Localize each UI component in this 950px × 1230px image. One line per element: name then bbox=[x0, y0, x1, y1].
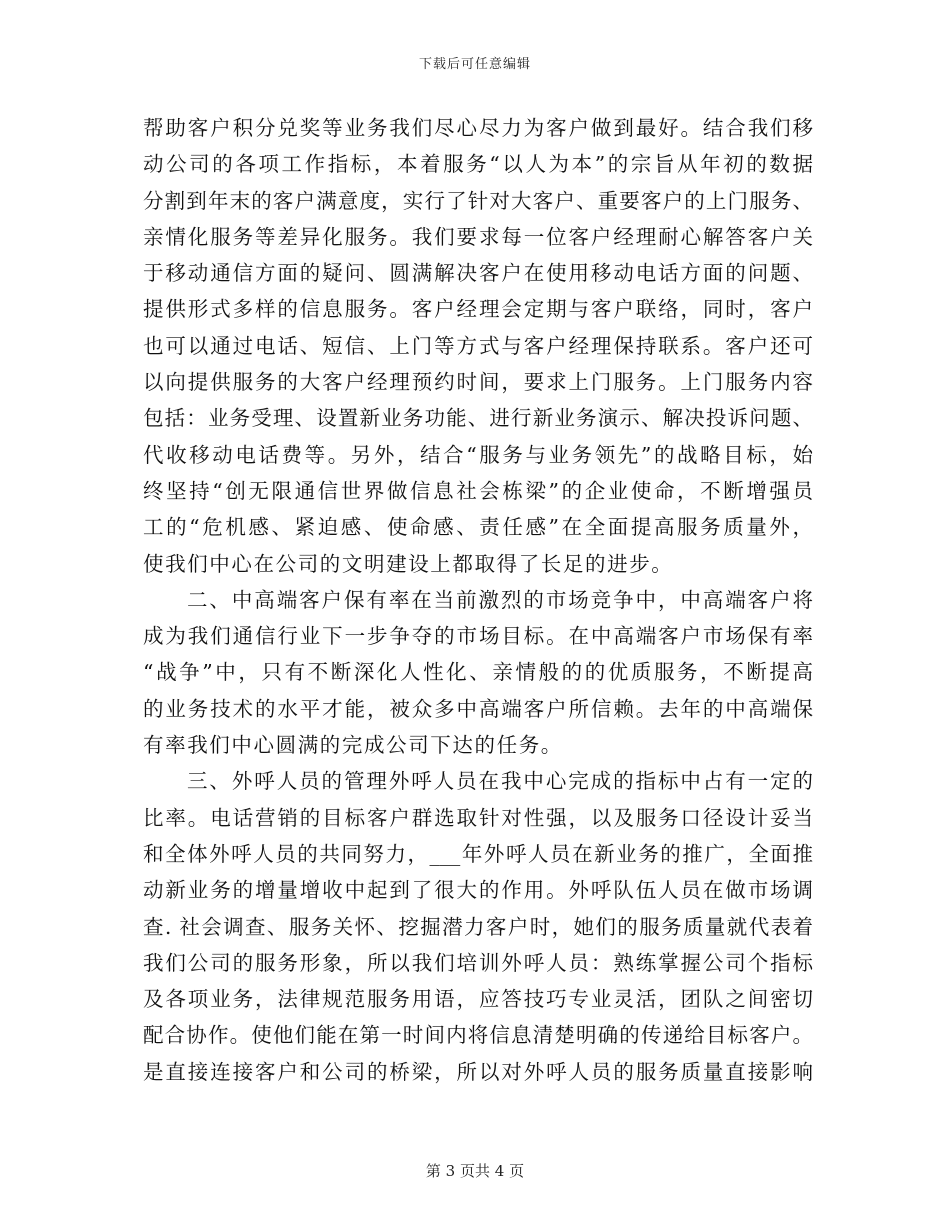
text-line: 配合协作。使他们能在第一时间内将信息清楚明确的传递给目标客户。 bbox=[143, 1023, 813, 1048]
text-line: 动公司的各项工作指标，本着服务“以人为本”的宗旨从年初的数据 bbox=[143, 152, 813, 177]
text-line: 于移动通信方面的疑问、圆满解决客户在使用移动电话方面的问题、 bbox=[143, 261, 813, 286]
text-line: 包括：业务受理、设置新业务功能、进行新业务演示、解决投诉问题、 bbox=[143, 406, 813, 431]
text-line: 代收移动电话费等。另外，结合“服务与业务领先”的战略目标，始 bbox=[143, 442, 813, 467]
paragraph-2 bbox=[143, 582, 813, 763]
text-line: 二、中高端客户保有率在当前激烈的市场竞争中，中高端客户将 bbox=[187, 587, 813, 612]
text-line: 分割到年末的客户满意度，实行了针对大客户、重要客户的上门服务、 bbox=[143, 188, 813, 213]
text-line: 有率我们中心圆满的完成公司下达的任务。 bbox=[143, 733, 563, 758]
text-line: 帮助客户积分兑奖等业务我们尽心尽力为客户做到最好。结合我们移 bbox=[143, 116, 813, 140]
paragraph-1 bbox=[143, 110, 813, 582]
text-line: 我们公司的服务形象，所以我们培训外呼人员：熟练掌握公司个指标 bbox=[143, 950, 813, 975]
text-line: 和全体外呼人员的共同努力，___年外呼人员在新业务的推广，全面推 bbox=[143, 841, 813, 866]
page-number-footer: 第 3 页共 4 页 bbox=[425, 1162, 525, 1180]
text-line: 三、外呼人员的管理外呼人员在我中心完成的指标中占有一定的 bbox=[187, 769, 813, 794]
text-line: 是直接连接客户和公司的桥梁，所以对外呼人员的服务质量直接影响 bbox=[143, 1059, 813, 1084]
document-body bbox=[143, 110, 813, 1090]
text-line: 成为我们通信行业下一步争夺的市场目标。在中高端客户市场保有率 bbox=[143, 624, 813, 649]
text-line: 比率。电话营销的目标客户群选取针对性强，以及服务口径设计妥当 bbox=[143, 805, 813, 830]
text-line: 以向提供服务的大客户经理预约时间，要求上门服务。上门服务内容 bbox=[143, 370, 813, 395]
text-line: 工的“危机感、紧迫感、使命感、责任感”在全面提高服务质量外， bbox=[143, 515, 813, 540]
text-line: 动新业务的增量增收中起到了很大的作用。外呼队伍人员在做市场调 bbox=[143, 878, 813, 903]
paragraph-3 bbox=[143, 763, 813, 1090]
page-header: 下载后可任意编辑 bbox=[418, 57, 531, 72]
text-line: 亲情化服务等差异化服务。我们要求每一位客户经理耐心解答客户关 bbox=[143, 224, 813, 249]
text-line: 使我们中心在公司的文明建设上都取得了长足的进步。 bbox=[143, 551, 674, 576]
text-line: 及各项业务，法律规范服务用语，应答技巧专业灵活，团队之间密切 bbox=[143, 987, 813, 1012]
text-line: 也可以通过电话、短信、上门等方式与客户经理保持联系。客户还可 bbox=[143, 333, 813, 358]
text-line: 的业务技术的水平才能，被众多中高端客户所信赖。去年的中高端保 bbox=[143, 696, 813, 721]
text-line: 查. 社会调查、服务关怀、挖掘潜力客户时，她们的服务质量就代表着 bbox=[143, 914, 813, 939]
text-line: 终坚持“创无限通信世界做信息社会栋梁”的企业使命，不断增强员 bbox=[143, 478, 813, 503]
text-line: 提供形式多样的信息服务。客户经理会定期与客户联络，同时，客户 bbox=[143, 297, 813, 322]
text-line: “战争”中，只有不断深化人性化、亲情般的的优质服务，不断提高 bbox=[143, 660, 813, 685]
